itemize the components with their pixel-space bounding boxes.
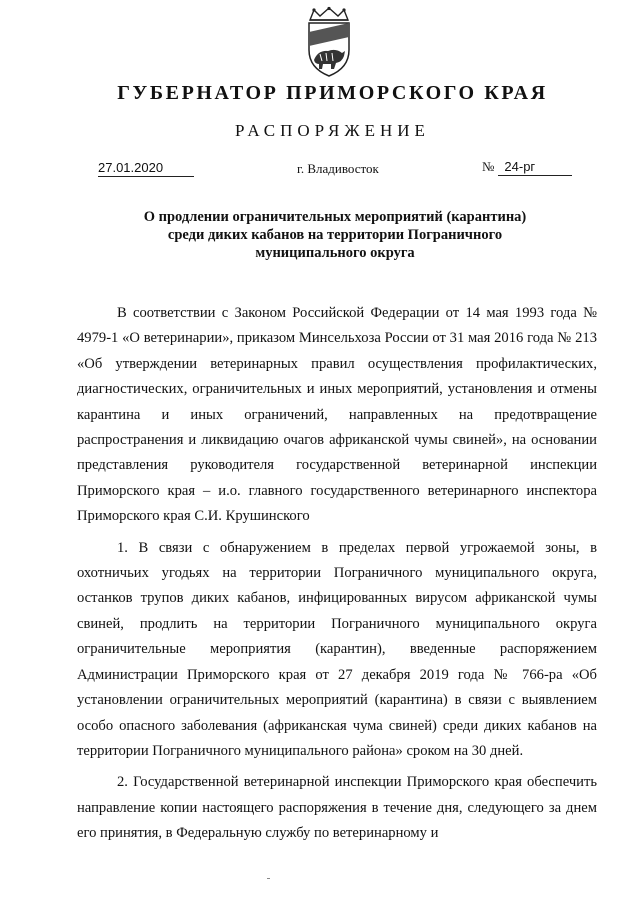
body-paragraph: 2. Государственной ветеринарной инспекции Приморского края обеспечить направление копии настоящего распоряжения в течение дня, следующего за днем его принятия, в Федеральную службу по ветеринарному и [77,774,597,842]
body-paragraph: В соответствии с Законом Российской Федерации от 14 мая 1993 года № 4979-1 «О ветеринарии», приказом Минсельхоза России от 31 мая 2016 года № 213 «Об утверждении ветеринарных правил осуществления профилактических, диагностических, ограничительных и иных мероприятий, установления и отмены карантина и иных ограничений, направленных на предотвращение распространения и ликвидацию очагов африканской чумы свиней», на основании представления руководителя государственной ветеринарной инспекции Приморского края – и.о. главного государственного ветеринарного инспектора Приморского края С.И. Крушинского [77,305,597,525]
document-body [77,301,597,847]
heading-line: среди диких кабанов на территории Пограничного [167,227,503,243]
document-number: 24-рг [498,159,572,176]
number-sign: № [482,159,495,174]
org-title: ГУБЕРНАТОР ПРИМОРСКОГО КРАЯ [117,82,548,104]
heading-line: О продлении ограничительных мероприятий (карантина) [143,209,527,225]
page-mark [267,878,270,879]
heading-line: муниципального округа [255,245,415,261]
coat-of-arms-icon [296,6,362,80]
body-paragraph: 1. В связи с обнаружением в пределах первой угрожаемой зоны, в охотничьих угодьях на территории Пограничного муниципального округа, останков трупов диких кабанов, инфицированных вирусом африканской чумы свиней, продлить на территории Пограничного муниципального округа ограничительные мероприятия (карантин), введенные распоряжением Администрации Приморского края от 27 декабря 2019 года № 766-ра «Об установлении ограничительных мероприятий (карантина) в связи с выявлением особо опасного заболевания (африканская чума свиней) среди диких кабанов на территории Пограничного муниципального района» сроком на 30 дней. [77,539,597,759]
doc-type: РАСПОРЯЖЕНИЕ [235,121,430,140]
document-heading [130,208,540,262]
document-number-field [482,159,572,176]
document-date: 27.01.2020 [98,160,194,177]
document-city: г. Владивосток [297,161,379,176]
